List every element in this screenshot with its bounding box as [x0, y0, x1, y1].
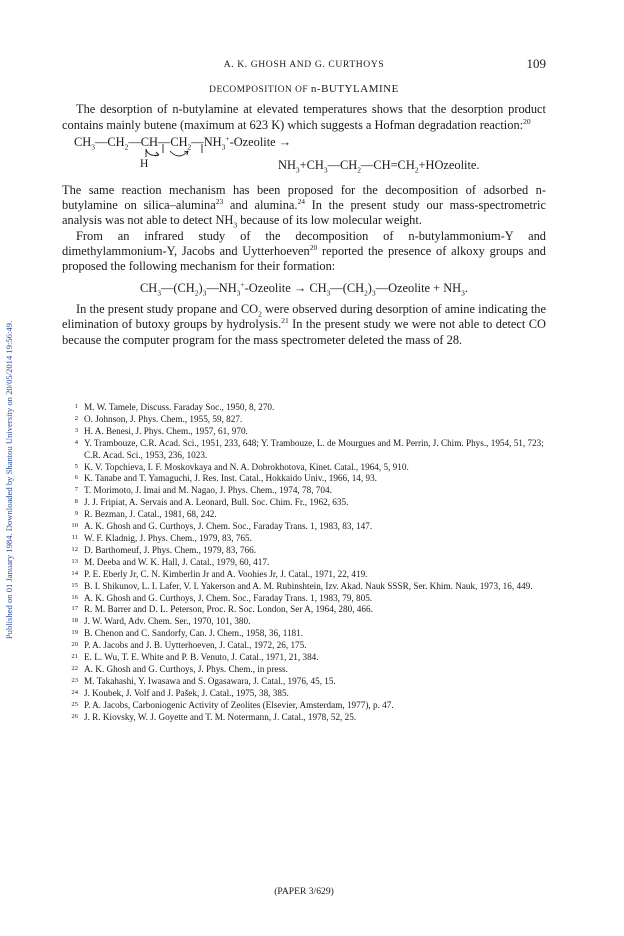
reference-item — [62, 676, 546, 688]
paragraph-4: In the present study propane and $CO_2$ were observed during desorption of amine indicating the elimination of butoxy groups by hydrolysis.$^{21}$ In the present study we were not able to detect CO because the computer program for the mass spectrometer deleted the mass of 28. — [62, 301, 547, 347]
reference-number: 7 — [74, 486, 78, 494]
reference-item — [62, 414, 546, 426]
eq1-term: —CH — [94, 134, 125, 149]
reference-text: W. F. Kladnig, J. Phys. Chem., 1979, 83, 765. — [84, 532, 252, 543]
paragraph-2-text: and alumina. — [223, 198, 298, 213]
reference-number: 1 — [74, 403, 78, 410]
reaction-1-products: $NH_3+CH_3—CH_2—CH=CH_2+HOzeolite$. — [278, 157, 480, 175]
paragraph-4-text: were observed during desorption of amine indicating the elimination of butoxy groups by hydrolysis. — [62, 301, 547, 332]
reference-item — [62, 581, 546, 593]
reference-text: A. K. Ghosh and G. Curthoys, J. Chem. Soc., Faraday Trans. 1, 1983, 79, 805. — [84, 592, 373, 603]
reference-text: E. L. Wu, T. E. White and P. B. Venuto, J. Catal., 1971, 21, 384. — [84, 652, 319, 663]
reference-item — [62, 604, 546, 616]
eq1-term: +CH — [299, 157, 324, 172]
paragraph-1 — [62, 102, 546, 133]
reference-item — [62, 426, 546, 438]
paragraph-3 — [62, 229, 546, 275]
citation-ref: 24 — [297, 197, 305, 207]
reference-number: 5 — [74, 462, 78, 470]
reference-item — [62, 473, 546, 485]
reference-text: B. I. Shikunov, L. I. Lafer, V. I. Yakerson and A. M. Rubinshtein, Izv. Akad. Nauk SSSR, Ser. Khim. Nauk, 1973, 16, 449. — [84, 580, 533, 591]
reference-text: R. M. Barrer and D. L. Peterson, Proc. R. Soc. London, Ser A, 1964, 280, 466. — [84, 604, 373, 615]
reference-number: 19 — [71, 629, 78, 637]
reaction-1-hydrogen: H — [140, 157, 149, 170]
article-body — [62, 82, 546, 348]
eq1-term: —CH=CH — [360, 157, 415, 172]
eq2-term: —(CH — [160, 280, 195, 295]
reference-text: J. J. Fripiat, A. Servais and A. Leonard, Bull. Soc. Chim. Fr., 1962, 635. — [84, 497, 349, 508]
reference-text: R. Bezman, J. Catal., 1981, 68, 242. — [84, 509, 217, 520]
paragraph-2-text: because of its low molecular weight. — [237, 213, 422, 228]
download-watermark-text: Published on 01 January 1984. Downloaded by Shantou University on 20/05/2014 19:56:49. — [4, 320, 14, 640]
reference-item — [62, 700, 546, 712]
citation-ref: 20 — [309, 242, 318, 252]
reference-text: A. K. Ghosh and G. Curthoys, J. Chem. Soc., Faraday Trans. 1, 1983, 83, 147. — [84, 521, 373, 532]
reference-text: Y. Trambouze, C.R. Acad. Sci., 1951, 233, 648; Y. Trambouze, L. de Mourgues and M. Perrin, J. Chim. Phys., 1954, 51, 723; C.R. Acad. Sci., 1953, 236, 1023. — [84, 437, 544, 460]
reference-text: M. Deeba and W. K. Hall, J. Catal., 1979, 60, 417. — [84, 556, 270, 567]
eq2-term: —Ozeolite + NH — [375, 280, 462, 295]
paragraph-2-text: In the present study our mass-spectrometric analysis was not able to detect NH — [62, 198, 546, 228]
reference-item — [62, 485, 546, 497]
reference-number: 2 — [74, 414, 78, 422]
eq1-term: —NH — [191, 134, 222, 149]
reference-item — [62, 462, 546, 474]
reference-number: 16 — [71, 593, 78, 601]
reference-number: 3 — [74, 426, 78, 434]
paragraph-2: The same reaction mechanism has been proposed for the decomposition of adsorbed n-butylamine on silica–alumina$^{23}$ and alumina.$^{24}$ In the present study our mass-spectrometric analysis was not able to detect $NH_3$ because of its low molecular weight. — [62, 182, 546, 230]
reference-item — [62, 545, 546, 557]
reference-number: 21 — [71, 653, 78, 661]
reference-text: M. W. Tamele, Discuss. Faraday Soc., 1950, 8, 270. — [84, 402, 275, 412]
reference-text: P. A. Jacobs and J. B. Uytterhoeven, J. Catal., 1972, 26, 175. — [84, 640, 307, 651]
download-watermark — [2, 200, 16, 760]
reference-text: A. K. Ghosh and G. Curthoys, J. Phys. Chem., in press. — [84, 663, 288, 674]
eq2-term: —NH — [206, 280, 237, 295]
section-heading-suffix: n-BUTYLAMINE — [310, 83, 399, 95]
citation-ref: 20 — [523, 116, 531, 126]
reference-number: 25 — [71, 700, 78, 708]
reference-number: 17 — [71, 605, 78, 613]
running-head-authors: A. K. GHOSH AND G. CURTHOYS — [223, 59, 385, 70]
eq1-term: —CH—CH — [128, 134, 188, 149]
reference-item — [62, 616, 546, 628]
reference-number: 6 — [74, 474, 78, 482]
eq1-term: CH — [74, 134, 92, 149]
reference-text: P. A. Jacobs, Carboniogenic Activity of Zeolites (Elsevier, Amsterdam, 1977), p. 47. — [84, 699, 394, 710]
reference-item — [62, 402, 546, 414]
reaction-equation-1 — [62, 135, 546, 181]
reference-item — [62, 438, 546, 462]
reference-item — [62, 664, 546, 676]
reference-text: P. E. Eberly Jr, C. N. Kimberlin Jr and A. Voohies Jr, J. Catal., 1971, 22, 419. — [84, 568, 368, 579]
reference-number: 20 — [71, 641, 78, 649]
eq2-term: CH — [140, 280, 158, 295]
section-heading-prefix: DECOMPOSITION OF — [209, 85, 311, 95]
eq1-term: NH — [278, 157, 296, 172]
paragraph-4-text: In the present study we were not able to detect CO because the computer program for the mass spectrometer deleted the mass of 28. — [62, 317, 546, 347]
reference-text: O. Johnson, J. Phys. Chem., 1955, 59, 827. — [84, 413, 243, 424]
reaction-1-reactant: $CH_3—CH_2—CH—CH_2—NH_3^+$-Ozeolite → — [74, 133, 292, 152]
reference-item — [62, 652, 546, 664]
paragraph-3-text: From an infrared study of the decomposition of n-butylammonium-Y and dimethylammonium-Y, Jacobs and Uytterhoeven — [62, 228, 546, 259]
reference-number: 9 — [74, 510, 78, 518]
reference-text: J. R. Kiovsky, W. J. Goyette and T. M. Notermann, J. Catal., 1978, 52, 25. — [84, 711, 357, 722]
citation-ref: 23 — [215, 197, 224, 207]
reference-number: 15 — [71, 581, 78, 589]
eq2-term: —(CH — [330, 280, 365, 295]
paragraph-1-text: The desorption of n-butylamine at elevated temperatures shows that the desorption product contains mainly butene (maximum at 623 K) which suggests a Hofman degradation reaction: — [62, 102, 546, 132]
reference-text: M. Takahashi, Y. Iwasawa and S. Ogasawara, J. Catal., 1976, 45, 15. — [84, 675, 336, 686]
reference-number: 23 — [71, 676, 78, 684]
reference-text: J. Koubek, J. Volf and J. Pašek, J. Catal., 1975, 38, 385. — [84, 687, 289, 698]
reference-number: 22 — [71, 664, 78, 672]
reference-number: 4 — [74, 438, 78, 446]
reference-number: 13 — [71, 557, 78, 565]
section-heading — [62, 82, 546, 98]
reference-item — [62, 509, 546, 521]
reference-number: 26 — [71, 712, 78, 720]
eq1-term: +HOzeolite. — [418, 157, 480, 172]
reference-number: 8 — [74, 498, 78, 506]
reference-text: D. Barthomeuf, J. Phys. Chem., 1979, 83, 766. — [84, 544, 257, 555]
page-number: 109 — [526, 56, 546, 71]
reference-item — [62, 688, 546, 700]
eq1-term: —CH — [327, 157, 358, 172]
reference-text: J. W. Ward, Adv. Chem. Ser., 1970, 101, 380. — [84, 616, 251, 627]
reference-list — [62, 402, 546, 723]
reference-number: 10 — [71, 522, 78, 530]
reference-text: B. Chenon and C. Sandorfy, Can. J. Chem., 1958, 36, 1181. — [84, 628, 304, 639]
eq2-term: ) — [198, 280, 203, 295]
reference-number: 18 — [71, 617, 78, 625]
reference-text: K. Tanabe and T. Yamaguchi, J. Res. Inst. Catal., Hokkaido Univ., 1966, 14, 93. — [84, 473, 377, 484]
eq2-term: -Ozeolite → CH — [244, 280, 327, 295]
paragraph-2-text: The same reaction mechanism has been proposed for the decomposition of adsorbed n-butylamine on silica–alumina — [62, 182, 546, 213]
citation-ref: 21 — [281, 316, 289, 326]
eq2-term: . — [464, 280, 468, 295]
reference-number: 12 — [71, 545, 78, 553]
reference-item — [62, 557, 546, 569]
paragraph-3-text: reported the presence of alkoxy groups and proposed the following mechanism for their formation: — [62, 244, 547, 274]
reference-item — [62, 521, 546, 533]
reference-item — [62, 712, 546, 724]
reference-item — [62, 640, 546, 652]
reference-item — [62, 533, 546, 545]
reference-item — [62, 569, 546, 581]
reference-item — [62, 593, 546, 605]
reference-number: 11 — [71, 533, 78, 541]
paragraph-4-text: In the present study propane and CO — [76, 301, 259, 316]
paper-code: (PAPER 3/629) — [274, 886, 334, 897]
reference-number: 24 — [71, 688, 78, 696]
reference-item — [62, 628, 546, 640]
eq2-term: ) — [367, 280, 372, 295]
reaction-equation-2: $CH_3—(CH_2)_3—NH_3^+$-Ozeolite → $CH_3—(CH_2)_3—Ozeolite + NH_3$. — [140, 279, 468, 298]
page-header — [62, 56, 546, 74]
eq1-term: -Ozeolite → — [229, 134, 292, 149]
reference-text: H. A. Benesi, J. Phys. Chem., 1957, 61, 970. — [84, 425, 248, 436]
reference-text: K. V. Topchieva, I. F. Moskovkaya and N. A. Dobrokhotova, Kinet. Catal., 1964, 5, 910. — [84, 461, 409, 472]
reference-item — [62, 497, 546, 509]
reference-number: 14 — [71, 569, 78, 577]
reference-text: T. Morimoto, J. Imai and M. Nagao, J. Phys. Chem., 1974, 78, 704. — [84, 485, 332, 496]
